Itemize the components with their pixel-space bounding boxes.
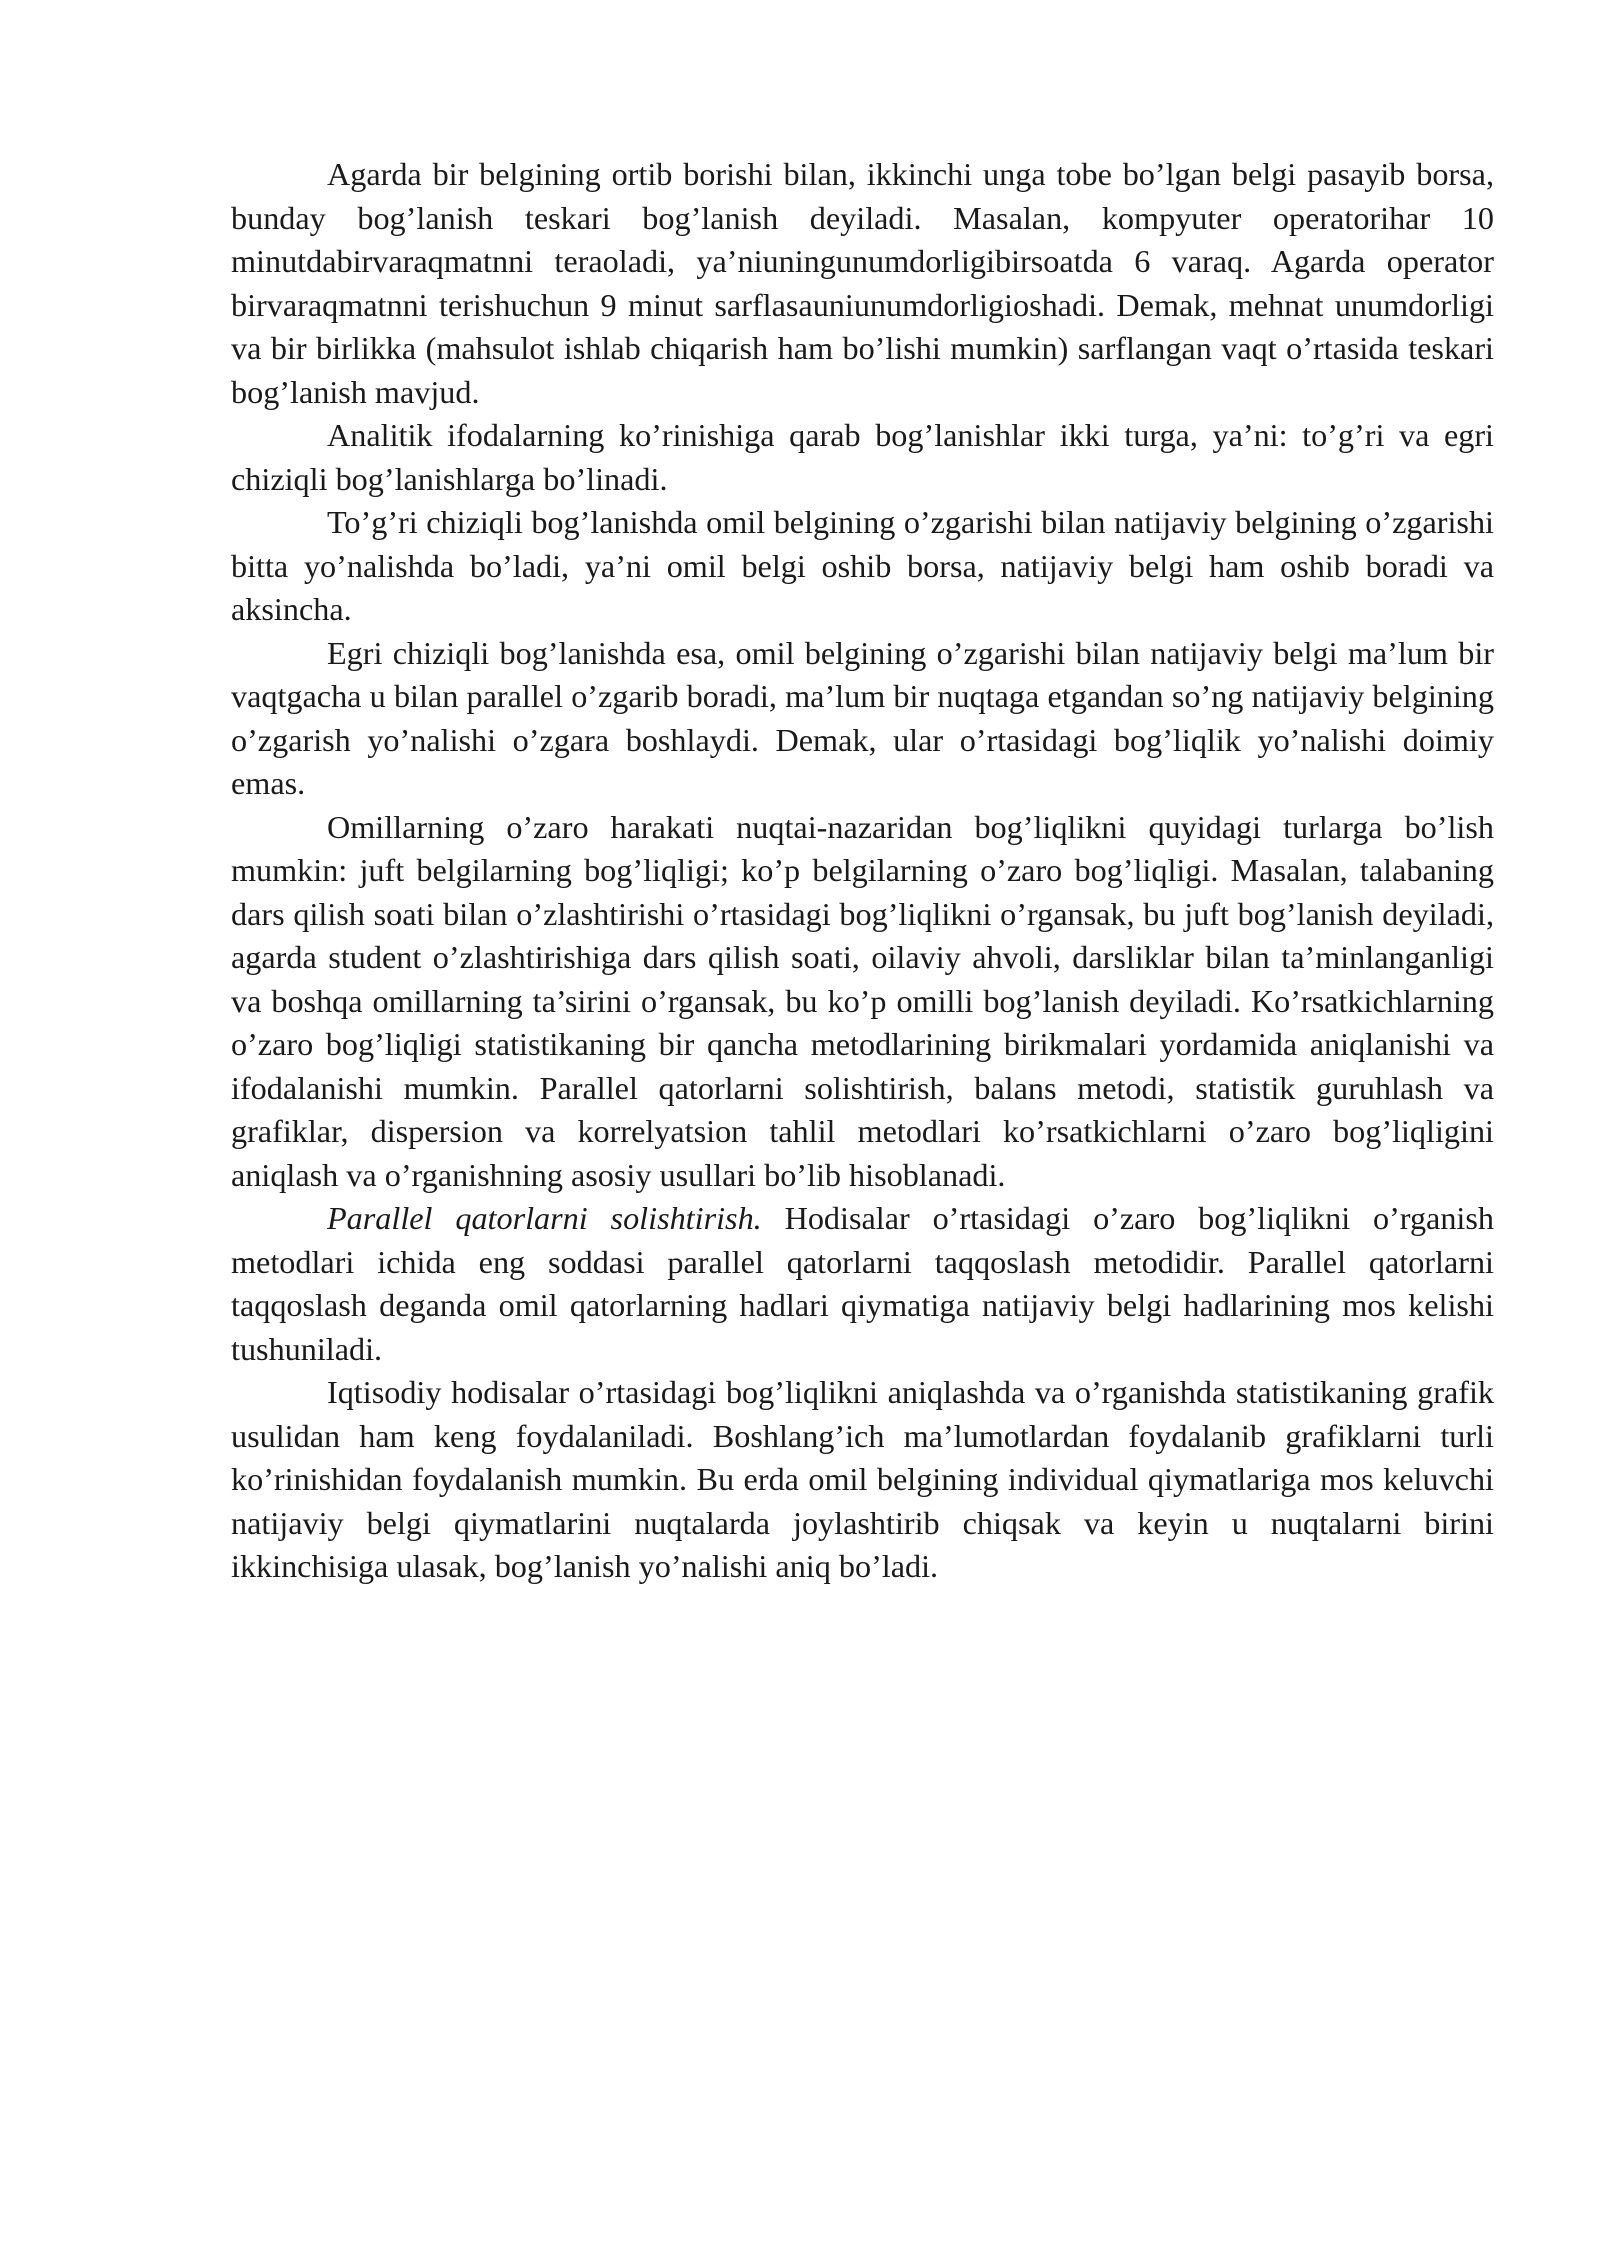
paragraph-factor-interaction: Omillarning o’zaro harakati nuqtai-nazaridan bog’liqlikni quyidagi turlarga bo’lish mumkin: juft belgilarning bog’liqligi; ko’p belgilarning o’zaro bog’liqligi. Masalan, talabaning dars qilish soati bilan o’zlashtirishi o’rtasidagi bog’liqlikni o’rgansak, bu juft bog’lanish deyiladi, agarda student o’zlashtirishiga dars qilish soati, oilaviy ahvoli, darsliklar bilan ta’minlanganligi va boshqa omillarning ta’sirini o’rgansak, bu ko’p omilli bog’lanish deyiladi. Ko’rsatkichlarning o’zaro bog’liqligi statistikaning bir qancha metodlarining birikmalari yordamida aniqlanishi va ifodalanishi mumkin. Parallel qatorlarni solishtirish, balans metodi, statistik guruhlash va grafiklar, dispersion va korrelyatsion tahlil metodlari ko’rsatkichlarni o’zaro bog’liqligini aniqlash va o’rganishning asosiy usullari bo’lib hisoblanadi. [231,808,1494,1193]
paragraph-body-text: Hodisalar o’rtasidagi o’zaro bog’liqlikni o’rganish metodlari ichida eng soddasi parallel qatorlarni taqqoslash metodidir. Parallel qatorlarni taqqoslash deganda omil qatorlarning hadlari qiymatiga natijaviy belgi hadlarining mos kelishi tushuniladi. [231,1200,1494,1367]
paragraph-analytic-types: Analitik ifodalarning ko’rinishiga qarab bog’lanishlar ikki turga, ya’ni: to’g’ri va egri chiziqli bog’lanishlarga bo’linadi. [231,417,1494,497]
paragraph-graphical-method: Iqtisodiy hodisalar o’rtasidagi bog’liqlikni aniqlashda va o’rganishda statistikaning grafik usulidan ham keng foydalaniladi. Boshlang’ich ma’lumotlardan foydalanib grafiklarni turli ko’rinishidan foydalanish mumkin. Bu erda omil belgining individual qiymatlariga mos keluvchi natijaviy belgi qiymatlarini nuqtalarda joylashtirib chiqsak va keyin u nuqtalarni birini ikkinchisiga ulasak, bog’lanish yo’nalishi aniq bo’ladi. [231,1374,1494,1584]
paragraph-inverse-relationship: Agarda bir belgining ortib borishi bilan, ikkinchi unga tobe bo’lgan belgi pasayib borsa, bunday bog’lanish teskari bog’lanish deyiladi. Masalan, kompyuter operatorihar 10 minutdabirvaraqmatnni teraoladi, ya’niuningunumdorligibirsoatda 6 varaq. Agarda operator birvaraqmatnni terishuchun 9 minut sarflasauniunumdorligioshadi. Demak, mehnat unumdorligi va bir birlikka (mahsulot ishlab chiqarish ham bo’lishi mumkin) sarflangan vaqt o’rtasida teskari bog’lanish mavjud. [231,156,1494,410]
paragraph-curvilinear-relationship: Egri chiziqli bog’lanishda esa, omil belgining o’zgarishi bilan natijaviy belgi ma’lum bir vaqtgacha u bilan parallel o’zgarib boradi, ma’lum bir nuqtaga etgandan so’ng natijaviy belgining o’zgarish yo’nalishi o’zgara boshlaydi. Demak, ular o’rtasidagi bog’liqlik yo’nalishi doimiy emas. [231,634,1494,801]
document-body [231,153,1494,1589]
paragraph-lead-italic: Parallel qatorlarni solishtirish. [327,1200,762,1236]
paragraph-linear-relationship: To’g’ri chiziqli bog’lanishda omil belgining o’zgarishi bilan natijaviy belgining o’zgarishi bitta yo’nalishda bo’ladi, ya’ni omil belgi oshib borsa, natijaviy belgi ham oshib boradi va aksincha. [231,504,1494,627]
paragraph-parallel-series [231,1197,1494,1371]
